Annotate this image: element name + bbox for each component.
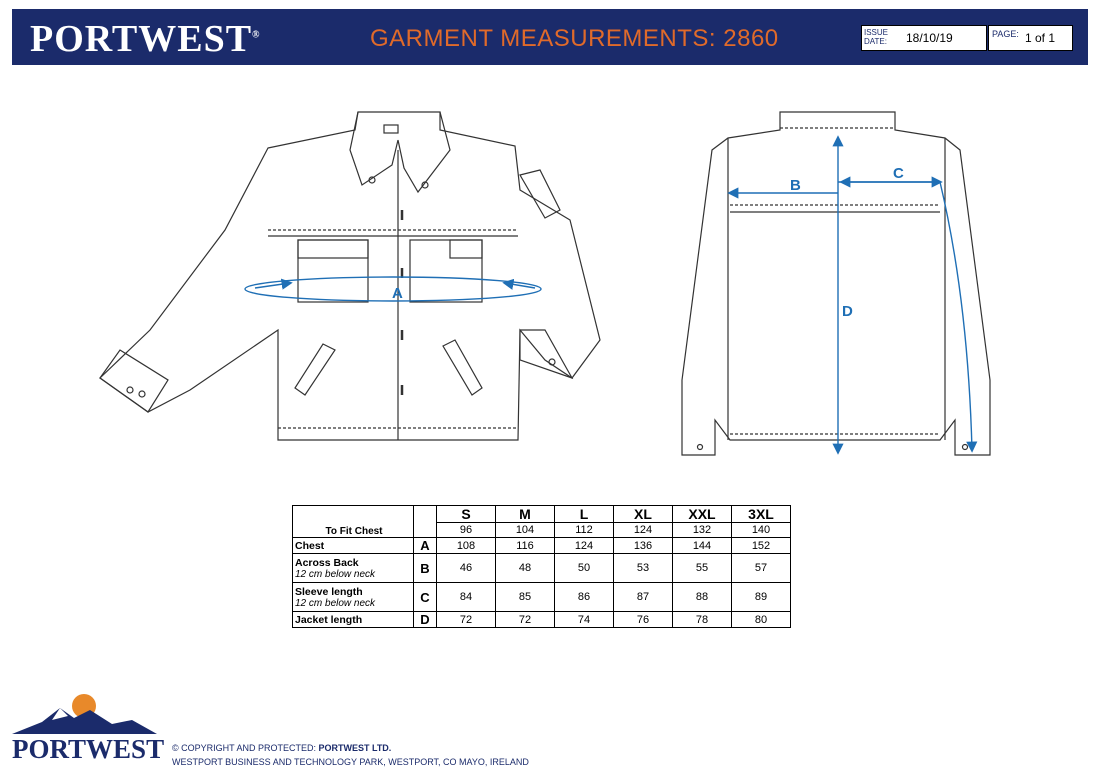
row-key: B (414, 554, 437, 583)
header-bar (12, 9, 1088, 65)
table-cell: 152 (732, 538, 791, 554)
table-cell: 108 (437, 538, 496, 554)
address-text: WESTPORT BUSINESS AND TECHNOLOGY PARK, WESTPORT, CO MAYO, IRELAND (172, 757, 529, 767)
table-cell: 50 (555, 554, 614, 583)
table-cell: 132 (673, 523, 732, 538)
issue-date-value: 18/10/19 (906, 31, 953, 45)
table-cell: 86 (555, 583, 614, 612)
table-cell: 104 (496, 523, 555, 538)
table-cell: 116 (496, 538, 555, 554)
back-jacket-drawing (682, 112, 990, 455)
size-header: 3XL (732, 506, 791, 523)
row-label: Chest (293, 538, 414, 554)
row-key: A (414, 538, 437, 554)
label-a: A (392, 285, 403, 302)
table-cell: 72 (437, 612, 496, 628)
row-key: C (414, 583, 437, 612)
row-key: D (414, 612, 437, 628)
table-cell: 112 (555, 523, 614, 538)
table-cell: 48 (496, 554, 555, 583)
table-row (293, 554, 791, 583)
table-row (293, 612, 791, 628)
size-header: L (555, 506, 614, 523)
table-cell: 53 (614, 554, 673, 583)
table-row (293, 583, 791, 612)
garment-diagram (0, 70, 1098, 470)
page-value: 1 of 1 (1025, 31, 1056, 45)
page-label: PAGE: (992, 29, 1019, 39)
table-cell: 140 (732, 523, 791, 538)
row-label: Sleeve length 12 cm below neck (293, 583, 414, 612)
size-header: XXL (673, 506, 732, 523)
brand-logo: PORTWEST® (30, 18, 261, 60)
table-cell: 89 (732, 583, 791, 612)
table-cell: 78 (673, 612, 732, 628)
table-cell: 74 (555, 612, 614, 628)
front-jacket-drawing (100, 112, 600, 440)
back-measures (730, 138, 972, 452)
table-cell: 55 (673, 554, 732, 583)
measurement-table (292, 505, 791, 628)
table-cell: 124 (614, 523, 673, 538)
label-d: D (842, 303, 853, 320)
label-b: B (790, 177, 801, 194)
row-label: Jacket length (293, 612, 414, 628)
issue-date-label: ISSUE DATE: (864, 28, 889, 46)
row-label: Across Back 12 cm below neck (293, 554, 414, 583)
page-number-box (988, 25, 1073, 51)
copyright-text: © COPYRIGHT AND PROTECTED: PORTWEST LTD. (172, 743, 392, 753)
table-row (293, 538, 791, 554)
size-header: XL (614, 506, 673, 523)
footer-brand: PORTWEST (12, 734, 165, 764)
table-cell: 46 (437, 554, 496, 583)
table-cell: 88 (673, 583, 732, 612)
size-header: S (437, 506, 496, 523)
issue-date-box (861, 25, 987, 51)
table-cell: 87 (614, 583, 673, 612)
table-cell: 144 (673, 538, 732, 554)
page-title: GARMENT MEASUREMENTS: 2860 (370, 25, 779, 52)
to-fit-label: To Fit Chest (293, 506, 414, 538)
table-cell: 84 (437, 583, 496, 612)
table-cell: 80 (732, 612, 791, 628)
table-row (293, 506, 791, 523)
table-cell: 57 (732, 554, 791, 583)
table-cell: 85 (496, 583, 555, 612)
table-cell: 72 (496, 612, 555, 628)
size-header: M (496, 506, 555, 523)
table-cell: 136 (614, 538, 673, 554)
table-cell: 96 (437, 523, 496, 538)
table-cell: 76 (614, 612, 673, 628)
label-c: C (893, 165, 904, 182)
table-cell: 124 (555, 538, 614, 554)
